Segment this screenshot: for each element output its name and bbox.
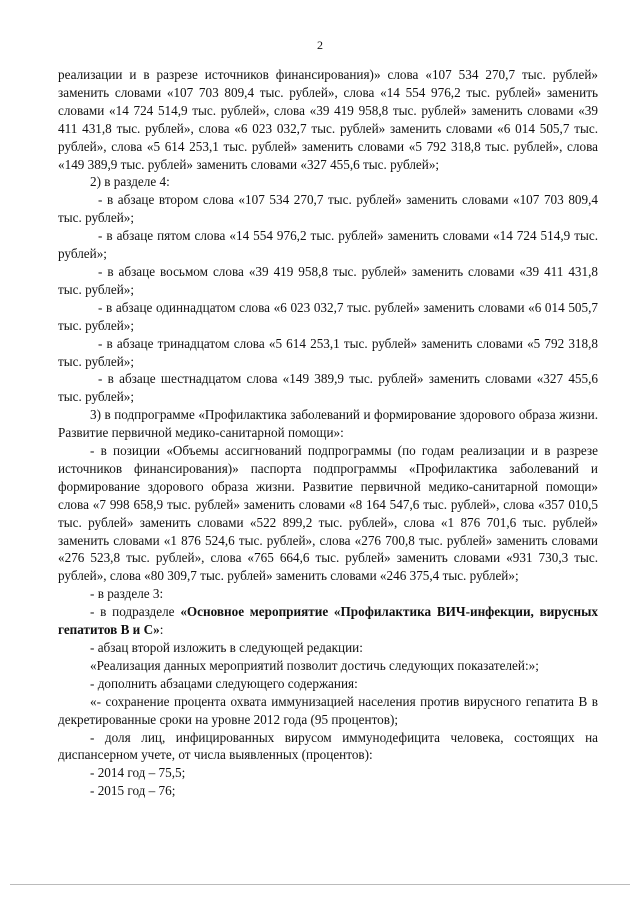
subsection-prefix: - в подразделе [90,604,181,620]
paragraph-continuation: реализации и в разрезе источников финансирования)» слова «107 534 270,7 тыс. рублей» заменить словами «107 703 809,4 тыс. рублей», слова «14 554 976,2 тыс. рублей» заменить словами «14 724 514,9 тыс. рублей», слова «39 419 958,8 тыс. рублей» заменить словами «39 411 431,8 тыс. рублей», слова «6 023 032,7 тыс. рублей» заменить словами «6 014 505,7 тыс. рублей», слова «5 614 253,1 тыс. рублей» заменить словами «5 792 318,8 тыс. рублей», слова «149 389,9 тыс. рублей» заменить словами «327 455,6 тыс. рублей»; [58,67,598,172]
bullet-thirteenth-paragraph: - в абзаце тринадцатом слова «5 614 253,1 тыс. рублей» заменить словами «5 792 318,8 тыс. рублей»; [58,335,598,369]
bullet-second-paragraph: - в абзаце втором слова «107 534 270,7 тыс. рублей» заменить словами «107 703 809,4 тыс. рублей»; [58,192,598,226]
bullet-fifth-paragraph: - в абзаце пятом слова «14 554 976,2 тыс. рублей» заменить словами «14 724 514,9 тыс. рублей»; [58,228,598,262]
paragraph-allocation-position: - в позиции «Объемы ассигнований подпрограммы (по годам реализации и в разрезе источников финансирования)» паспорта подпрограммы «Профилактика заболеваний и формирование здорового образа жизни. Развитие первичной медико-санитарной помощи» слова «7 998 658,9 тыс. рублей» заменить словами «8 164 547,6 тыс. рублей», слова «357 010,5 тыс. рублей» заменить словами «522 899,2 тыс. рублей», слова «1 876 701,6 тыс. рублей» заменить словами «1 876 524,6 тыс. рублей», слова «276 700,8 тыс. рублей» заменить словами «276 523,8 тыс. рублей», слова «765 664,6 тыс. рублей» заменить словами «931 730,3 тыс. рублей», слова «80 309,7 тыс. рублей» заменить словами «246 375,4 тыс. рублей»; [58,443,598,584]
paragraph-section-4: 2) в разделе 4: [90,174,170,190]
bullet-sixteenth-paragraph: - в абзаце шестнадцатом слова «149 389,9 тыс. рублей» заменить словами «327 455,6 тыс. рублей»; [58,371,598,405]
paragraph-supplement: - дополнить абзацами следующего содержания: [90,675,358,691]
paragraph-section-3: - в разделе 3: [90,586,164,602]
paragraph-quote-realization: «Реализация данных мероприятий позволит достичь следующих показателей:»; [90,657,539,673]
paragraph-subprogram-3: 3) в подпрограмме «Профилактика заболеваний и формирование здорового образа жизни. Развитие первичной медико-санитарной помощи»: [58,407,598,441]
list-item-2014: - 2014 год – 75,5; [90,765,186,781]
page-number: 2 [317,38,323,52]
list-item-2015: - 2015 год – 76; [90,783,176,799]
subsection-suffix: : [159,622,164,638]
bullet-eleventh-paragraph: - в абзаце одиннадцатом слова «6 023 032,7 тыс. рублей» заменить словами «6 014 505,7 тыс. рублей»; [58,299,598,333]
scan-bottom-edge [10,884,630,885]
subsection-title-bold: «Основное мероприятие «Профилактика ВИЧ-инфекции, вирусных гепатитов В и С» [58,604,599,638]
paragraph-subsection-hiv [58,603,598,639]
bullet-eighth-paragraph: - в абзаце восьмом слова «39 419 958,8 тыс. рублей» заменить словами «39 411 431,8 тыс. рублей»; [58,263,598,297]
paragraph-second-abzac: - абзац второй изложить в следующей редакции: [90,640,363,655]
document-body [58,66,598,800]
paragraph-hiv-share: - доля лиц, инфицированных вирусом иммунодефицита человека, состоящих на диспансерном учете, от числа выявленных (процентов): [58,729,598,763]
paragraph-immunization: «- сохранение процента охвата иммунизацией населения против вирусного гепатита В в декретированные сроки на уровне 2012 года (95 процентов); [58,693,598,727]
